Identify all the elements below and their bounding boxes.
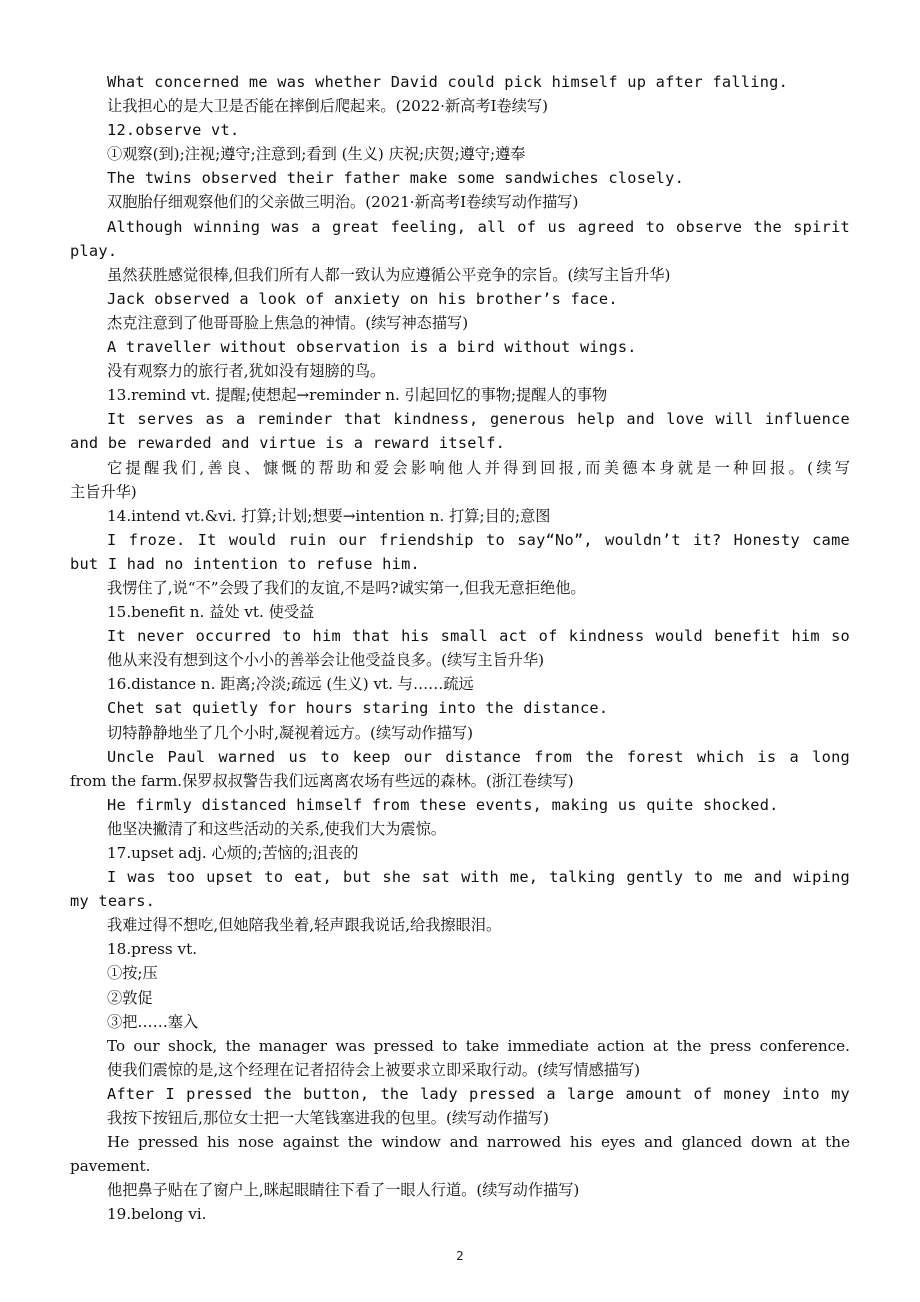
- body-text: [70, 70, 850, 1227]
- text-line: 没有观察力的旅行者,犹如没有翅膀的鸟。: [107, 362, 386, 381]
- text-line: He firmly distanced himself from these events, making us quite shocked.: [107, 795, 779, 814]
- text-line: 切特静静地坐了几个小时,凝视着远方。(续写动作描写): [107, 723, 473, 742]
- text-line: A traveller without observation is a bird without wings.: [107, 338, 637, 357]
- text-line: The twins observed their father make some sandwiches closely.: [107, 169, 685, 188]
- text-line: I froze. It would ruin our friendship to say“No”, wouldn’t it? Honesty came: [107, 530, 850, 549]
- text-line: ③把……塞入: [107, 1012, 199, 1031]
- text-line: ①观察(到);注视;遵守;注意到;看到 (生义) 庆祝;庆贺;遵守;遵奉: [107, 145, 526, 164]
- text-line: 13.remind vt. 提醒;使想起→reminder n. 引起回忆的事物;提醒人的事物: [107, 386, 608, 405]
- text-line: but I had no intention to refuse him.: [70, 554, 421, 573]
- text-line: 使我们震惊的是,这个经理在记者招待会上被要求立即采取行动。(续写情感描写): [107, 1060, 641, 1079]
- text-line: After I pressed the button, the lady pressed a large amount of money into my: [107, 1084, 850, 1103]
- text-line: 杰克注意到了他哥哥脸上焦急的神情。(续写神态描写): [107, 313, 469, 332]
- text-line: 他坚决撇清了和这些活动的关系,使我们大为震惊。: [107, 819, 446, 838]
- text-line: 让我担心的是大卫是否能在摔倒后爬起来。(2022·新高考Ⅰ卷续写): [107, 97, 549, 116]
- text-line: ①按;压: [107, 964, 158, 983]
- text-line: my tears.: [70, 892, 156, 911]
- text-line: 它提醒我们,善良、慷慨的帮助和爱会影响他人并得到回报,而美德本身就是一种回报。(续写: [107, 458, 850, 477]
- text-line: What concerned me was whether David could pick himself up after falling.: [107, 73, 789, 91]
- text-line: It serves as a reminder that kindness, generous help and love will influence: [107, 410, 850, 429]
- text-line: 14.intend vt.&vi. 打算;计划;想要→intention n. 打算;目的;意图: [107, 506, 551, 525]
- text-line: 15.benefit n. 益处 vt. 使受益: [107, 603, 315, 622]
- text-line: To our shock, the manager was pressed to take immediate action at the press conference.: [107, 1036, 850, 1055]
- text-line: from the farm.保罗叔叔警告我们远离离农场有些远的森林。(浙江卷续写): [70, 771, 574, 790]
- text-line: It never occurred to him that his small act of kindness would benefit him so: [107, 627, 850, 646]
- text-line: 19.belong vi.: [107, 1205, 207, 1224]
- text-line: 16.distance n. 距离;冷淡;疏远 (生义) vt. 与……疏远: [107, 675, 474, 694]
- text-line: Jack observed a look of anxiety on his brother’s face.: [107, 289, 618, 308]
- text-line: 我愣住了,说“不”会毁了我们的友谊,不是吗?诚实第一,但我无意拒绝他。: [107, 578, 586, 597]
- text-line: 18.press vt.: [107, 940, 198, 959]
- text-line: 主旨升华): [70, 482, 137, 501]
- text-line: play.: [70, 241, 118, 260]
- text-line: Although winning was a great feeling, all of us agreed to observe the spirit: [107, 217, 850, 236]
- text-line: I was too upset to eat, but she sat with me, talking gently to me and wiping: [107, 868, 850, 887]
- text-line: 12.observe vt.: [107, 121, 240, 140]
- text-line: 17.upset adj. 心烦的;苦恼的;沮丧的: [107, 844, 359, 862]
- text-line: Chet sat quietly for hours staring into the distance.: [107, 699, 609, 718]
- text-line: 双胞胎仔细观察他们的父亲做三明治。(2021·新高考Ⅰ卷续写动作描写): [107, 193, 579, 212]
- text-line: 他把鼻子贴在了窗户上,眯起眼睛往下看了一眼人行道。(续写动作描写): [107, 1181, 580, 1200]
- text-line: 我按下按钮后,那位女士把一大笔钱塞进我的包里。(续写动作描写): [107, 1109, 549, 1128]
- text-line: He pressed his nose against the window and narrowed his eyes and glanced down at the: [107, 1133, 850, 1152]
- text-line: 虽然获胜感觉很棒,但我们所有人都一致认为应遵循公平竞争的宗旨。(续写主旨升华): [107, 265, 671, 284]
- text-line: 我难过得不想吃,但她陪我坐着,轻声跟我说话,给我擦眼泪。: [107, 916, 502, 935]
- text-line: Uncle Paul warned us to keep our distance from the forest which is a long: [107, 747, 850, 766]
- text-line: 他从来没有想到这个小小的善举会让他受益良多。(续写主旨升华): [107, 651, 545, 670]
- page-number: 2: [456, 1249, 464, 1263]
- text-line: pavement.: [70, 1157, 151, 1176]
- text-line: ②敦促: [107, 988, 153, 1007]
- text-line: and be rewarded and virtue is a reward itself.: [70, 434, 506, 453]
